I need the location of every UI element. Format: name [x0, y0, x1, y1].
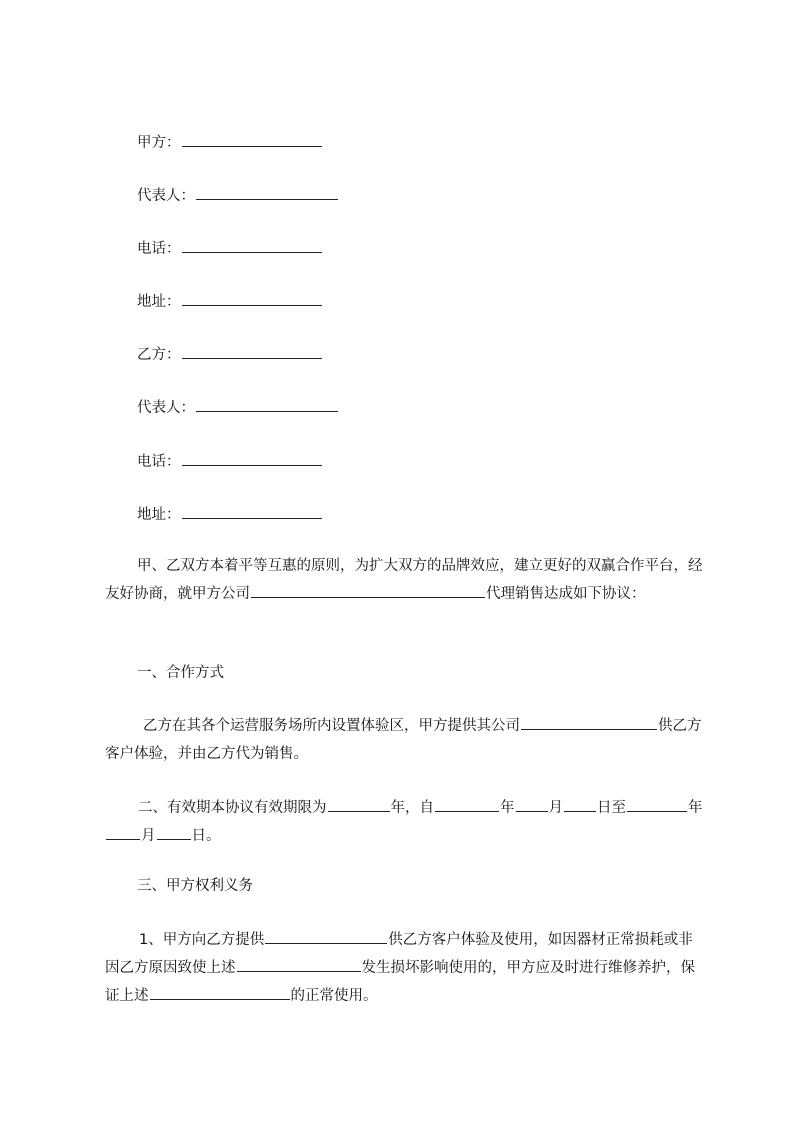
intro-company-blank[interactable] [251, 583, 485, 598]
party-b-name-blank[interactable] [182, 344, 322, 359]
start-month-blank[interactable] [516, 797, 548, 812]
party-a-phone-blank[interactable] [182, 238, 322, 253]
party-a-phone-line [137, 238, 323, 259]
party-a-rep-blank[interactable] [196, 185, 338, 200]
section-1-product-blank[interactable] [521, 715, 657, 730]
section-3-item-1 [105, 926, 705, 1010]
party-a-address-blank[interactable] [182, 291, 322, 306]
section-1-title: 一、合作方式 [137, 665, 224, 681]
section-2-month-2: 月 [141, 828, 156, 844]
section-1-text-2: 供乙方客户体验，并由乙方代为销售。 [105, 718, 702, 762]
party-a-name-blank[interactable] [182, 132, 322, 147]
section-2-year-3: 年 [688, 800, 703, 816]
section-2-month-1: 月 [548, 800, 563, 816]
section-3-item-1-text-a: 1、甲方向乙方提供 [139, 932, 265, 948]
end-month-blank[interactable] [106, 825, 140, 840]
party-b-address-label: 地址： [137, 507, 181, 523]
intro-paragraph [105, 552, 705, 608]
section-1-paragraph [105, 712, 705, 768]
section-3-title: 三、甲方权利义务 [137, 878, 253, 894]
section-2-from: ，自 [405, 800, 434, 816]
section-2-text: 二、有效期本协议有效期限为 [138, 800, 327, 816]
party-a-rep-line [137, 185, 339, 206]
party-b-phone-line [137, 451, 323, 472]
section-2-day-end: 日。 [191, 828, 221, 844]
start-year-blank[interactable] [435, 797, 499, 812]
intro-text-2: 代理销售达成如下协议： [486, 586, 646, 602]
section-2-year-1: 年 [390, 800, 405, 816]
party-b-phone-label: 电话： [137, 454, 181, 470]
party-a-name-line [137, 132, 323, 153]
party-a-rep-label: 代表人： [137, 188, 195, 204]
party-b-rep-label: 代表人： [137, 400, 195, 416]
party-a-address-label: 地址： [137, 294, 181, 310]
party-b-rep-blank[interactable] [196, 397, 338, 412]
equipment-blank-3[interactable] [150, 985, 290, 1000]
party-b-phone-blank[interactable] [182, 451, 322, 466]
section-3-item-1-text-d: 的正常使用。 [290, 988, 378, 1004]
party-b-address-line [137, 504, 323, 525]
term-years-blank[interactable] [328, 797, 390, 812]
section-3-item-1-text-c: 发生损坏影响使用的，甲方应及时进行维修养护，保证上述 [105, 960, 695, 1004]
party-b-name-label: 乙方： [137, 347, 181, 363]
equipment-blank-2[interactable] [237, 957, 361, 972]
section-2-paragraph [105, 794, 705, 850]
party-b-name-line [137, 344, 323, 365]
end-day-blank[interactable] [157, 825, 191, 840]
party-a-phone-label: 电话： [137, 241, 181, 257]
party-a-address-line [137, 291, 323, 312]
section-3-item-1-text-b: 供乙方客户体验及使用，如因器材正常损耗或非因乙方原因致使上述 [105, 932, 693, 976]
section-2-day-to: 日至 [597, 800, 626, 816]
party-b-rep-line [137, 397, 339, 418]
party-b-address-blank[interactable] [182, 504, 322, 519]
intro-text-1: 甲、乙双方本着平等互惠的原则，为扩大双方的品牌效应，建立更好的双赢合作平台，经友好协商，就甲方公司 [105, 558, 703, 602]
section-2-year-2: 年 [500, 800, 515, 816]
party-a-name-label: 甲方： [137, 135, 181, 151]
start-day-blank[interactable] [564, 797, 596, 812]
section-1-text-1: 乙方在其各个运营服务场所内设置体验区，甲方提供其公司 [143, 718, 520, 734]
equipment-blank-1[interactable] [265, 929, 387, 944]
end-year-blank[interactable] [627, 797, 687, 812]
